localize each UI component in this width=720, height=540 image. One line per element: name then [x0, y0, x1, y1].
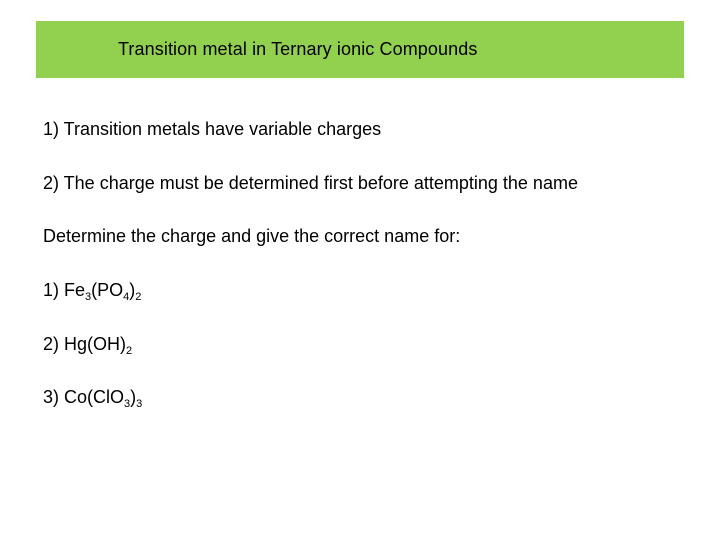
instruction: Determine the charge and give the correct name for: [43, 226, 461, 246]
title-banner [36, 21, 684, 78]
problem-1-formula: $Fe_3(PO_4)_2$ [64, 280, 142, 303]
problem-3-formula: $Co(ClO_3)_3$ [64, 387, 143, 410]
problem-1 [43, 280, 141, 301]
point-1: 1) Transition metals have variable charges [43, 119, 382, 139]
slide-title: Transition metal in Ternary ionic Compounds [118, 39, 478, 59]
problem-1-number: 1) [43, 280, 65, 300]
problem-3 [43, 387, 142, 408]
problem-2-formula: $Hg(OH)_2$ [64, 334, 133, 357]
problem-3-number: 3) [43, 387, 65, 407]
point-2: 2) The charge must be determined first before attempting the name [43, 173, 578, 193]
problem-2 [43, 334, 132, 355]
problem-2-number: 2) [43, 334, 65, 354]
